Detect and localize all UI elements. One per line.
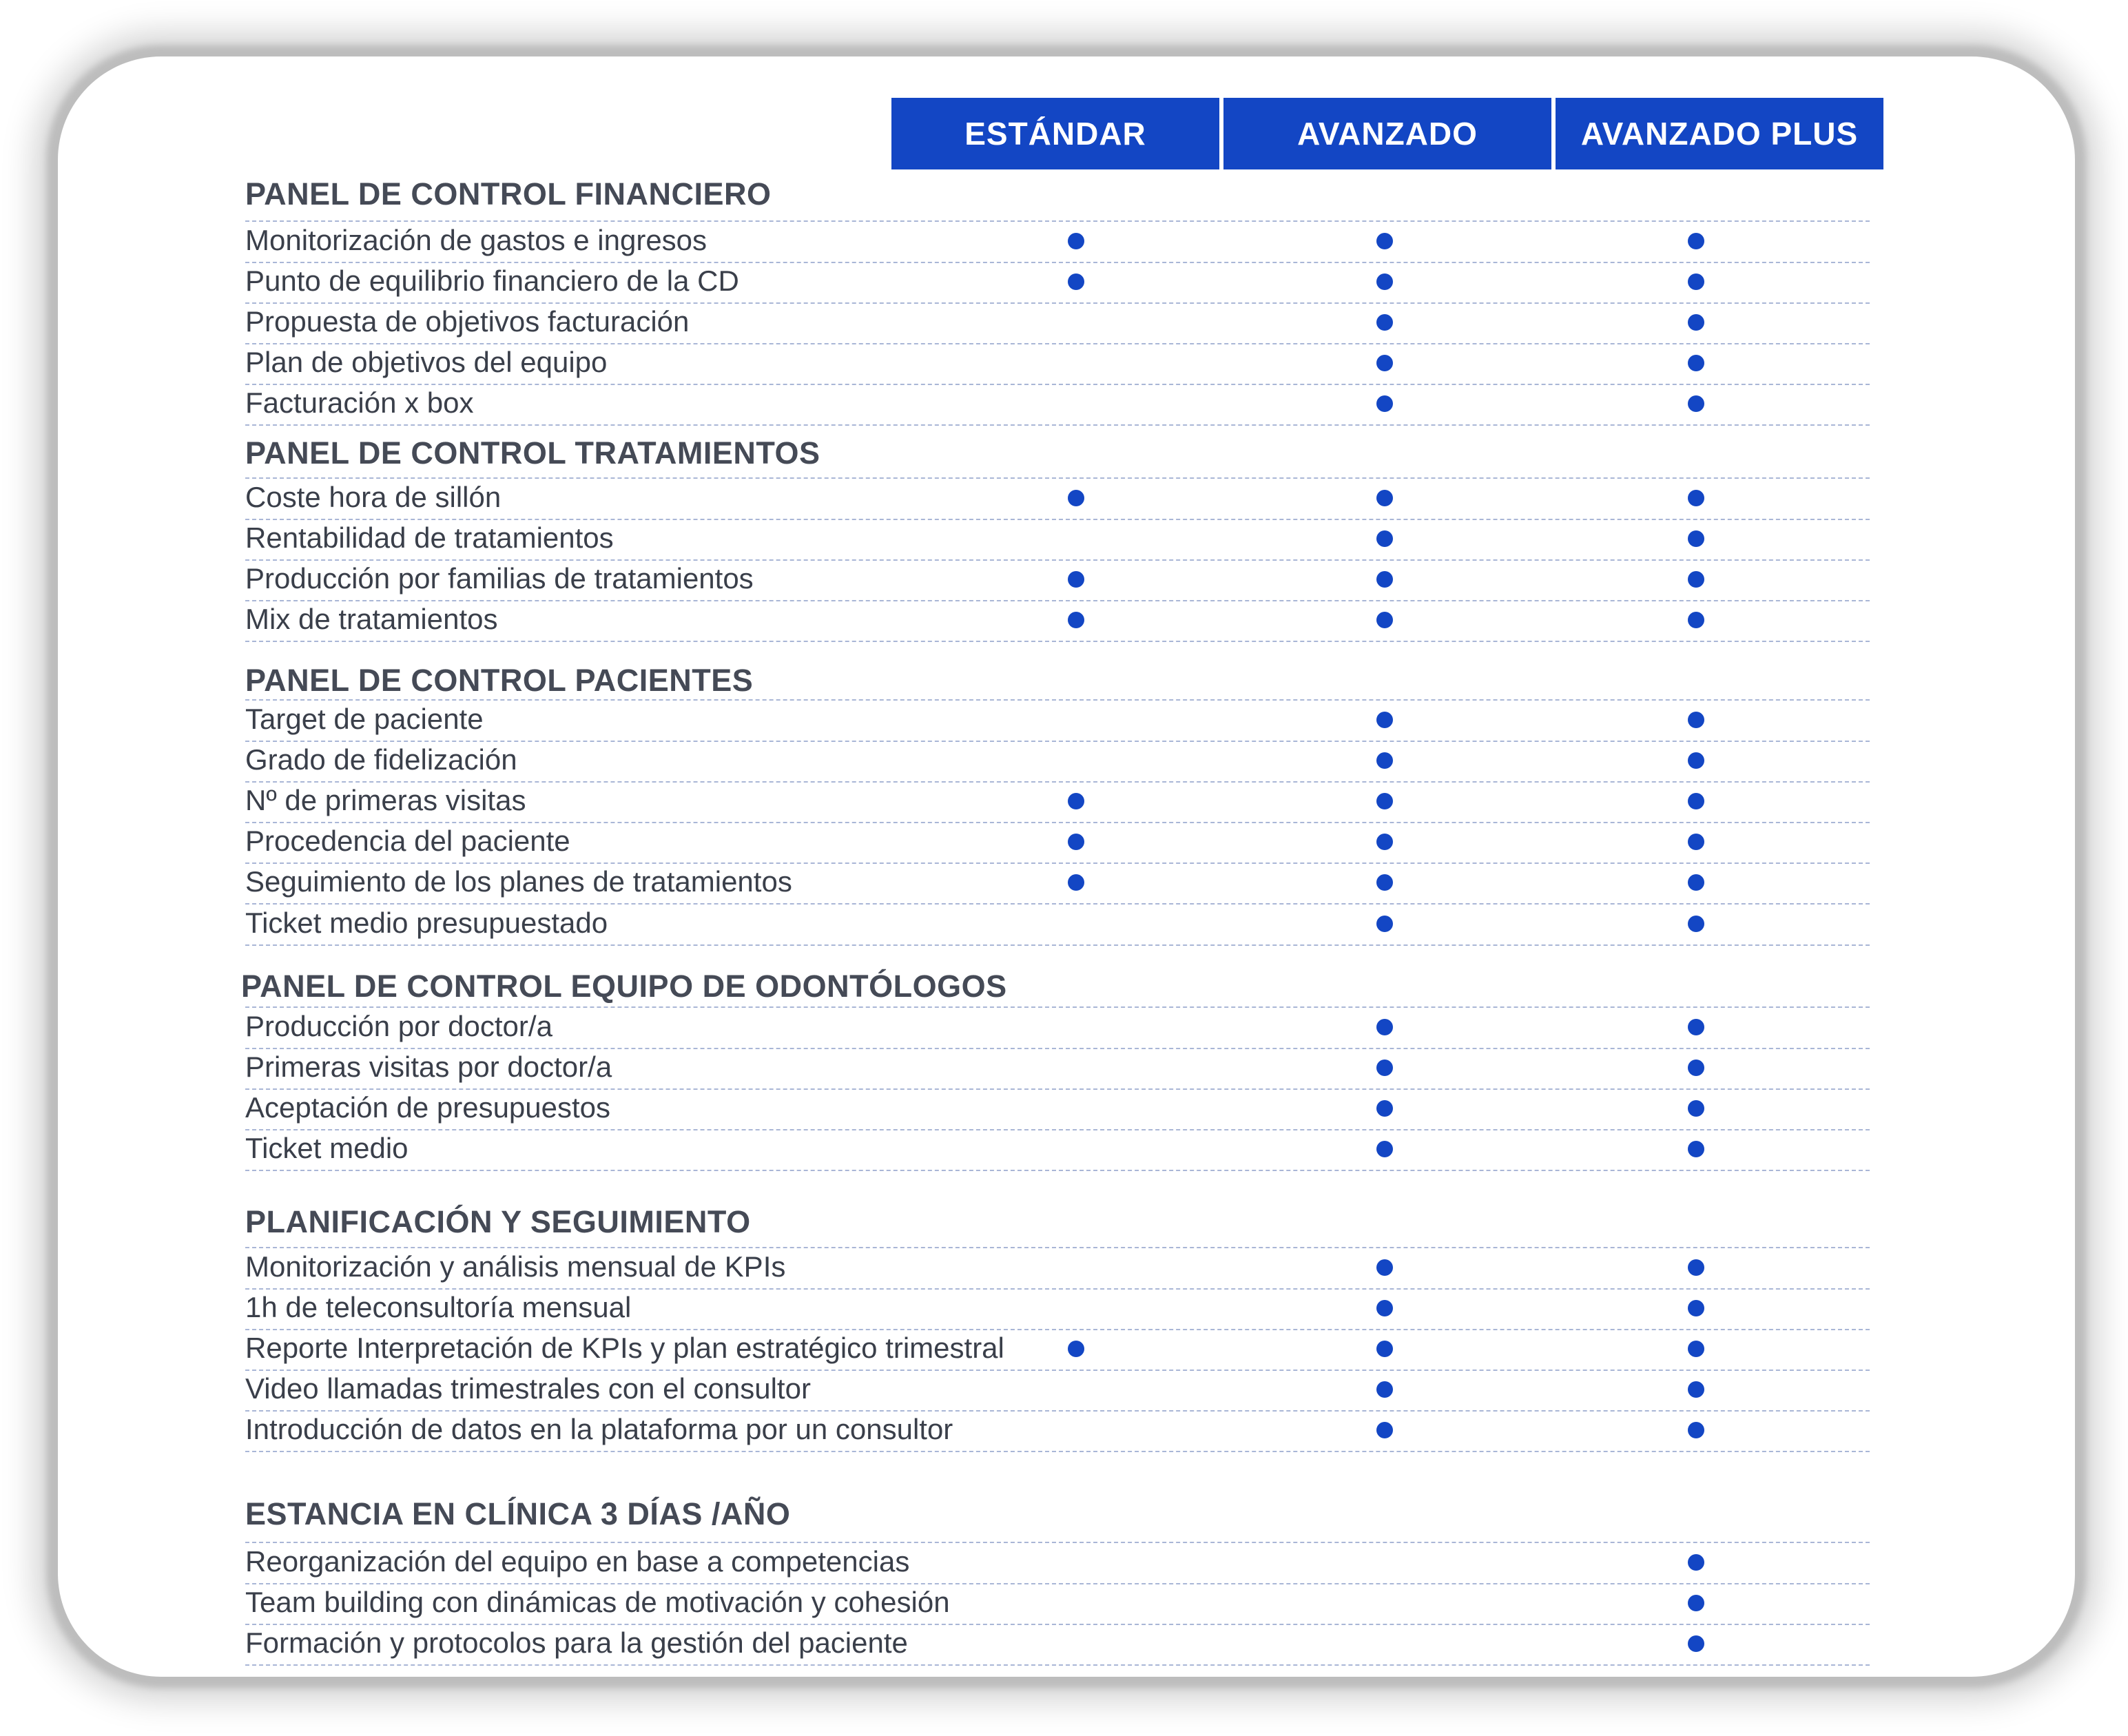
section-title: PANEL DE CONTROL PACIENTES — [245, 663, 754, 698]
included-dot-estandar — [1068, 233, 1084, 249]
section-title: PANEL DE CONTROL FINANCIERO — [245, 176, 772, 211]
feature-label: Aceptación de presupuestos — [245, 1091, 611, 1124]
row-divider — [245, 1410, 1870, 1412]
included-dot-avanzado-plus — [1688, 314, 1704, 331]
plan-header-avanzado-plus: AVANZADO PLUS — [1556, 98, 1883, 169]
included-dot-avanzado — [1376, 1100, 1393, 1117]
row-divider — [245, 741, 1870, 742]
feature-label: Reorganización del equipo en base a competencias — [245, 1545, 910, 1578]
feature-label: Coste hora de sillón — [245, 481, 502, 513]
plan-header-avanzado: AVANZADO — [1223, 98, 1551, 169]
section-title: ESTANCIA EN CLÍNICA 3 DÍAS /AÑO — [245, 1496, 791, 1531]
row-divider — [245, 384, 1870, 385]
included-dot-avanzado-plus — [1688, 1635, 1704, 1652]
row-divider — [245, 424, 1870, 426]
feature-label: Procedencia del paciente — [245, 825, 570, 858]
included-dot-avanzado-plus — [1688, 1595, 1704, 1611]
included-dot-avanzado-plus — [1688, 1341, 1704, 1357]
feature-label: Ticket medio — [245, 1132, 409, 1165]
included-dot-avanzado-plus — [1688, 1019, 1704, 1035]
included-dot-avanzado-plus — [1688, 1259, 1704, 1276]
included-dot-avanzado-plus — [1688, 1300, 1704, 1316]
included-dot-avanzado — [1376, 712, 1393, 728]
included-dot-avanzado — [1376, 1060, 1393, 1076]
row-divider — [245, 302, 1870, 304]
included-dot-avanzado — [1376, 571, 1393, 588]
feature-label: Nº de primeras visitas — [245, 784, 526, 817]
included-dot-estandar — [1068, 1341, 1084, 1357]
feature-label: Monitorización de gastos e ingresos — [245, 224, 707, 256]
feature-label: Producción por doctor/a — [245, 1010, 552, 1042]
row-divider — [245, 262, 1870, 263]
feature-label: Formación y protocolos para la gestión del paciente — [245, 1626, 908, 1660]
row-divider — [245, 220, 1870, 222]
row-divider — [245, 944, 1870, 946]
included-dot-avanzado — [1376, 530, 1393, 547]
row-divider — [245, 1542, 1870, 1543]
row-divider — [245, 1006, 1870, 1008]
feature-label: 1h de teleconsultoría mensual — [245, 1291, 632, 1324]
included-dot-avanzado-plus — [1688, 273, 1704, 290]
feature-label: Grado de fidelización — [245, 743, 517, 776]
included-dot-avanzado — [1376, 752, 1393, 769]
included-dot-avanzado — [1376, 916, 1393, 932]
included-dot-avanzado-plus — [1688, 712, 1704, 728]
row-divider — [245, 1088, 1870, 1090]
section-title: PANEL DE CONTROL TRATAMIENTOS — [245, 435, 820, 471]
feature-label: Rentabilidad de tratamientos — [245, 521, 614, 555]
row-divider — [245, 1329, 1870, 1330]
included-dot-avanzado-plus — [1688, 916, 1704, 932]
row-divider — [245, 822, 1870, 823]
feature-label: Introducción de datos en la plataforma por un consultor — [245, 1413, 953, 1446]
row-divider — [245, 1170, 1870, 1171]
row-divider — [245, 559, 1870, 561]
row-divider — [245, 1664, 1870, 1666]
feature-label: Primeras visitas por doctor/a — [245, 1051, 612, 1084]
feature-label: Reporte Interpretación de KPIs y plan estratégico trimestral — [245, 1332, 1004, 1365]
included-dot-avanzado — [1376, 793, 1393, 809]
row-divider — [245, 1370, 1870, 1371]
included-dot-avanzado — [1376, 314, 1393, 331]
feature-label: Propuesta de objetivos facturación — [245, 305, 690, 338]
feature-label: Video llamadas trimestrales con el consultor — [245, 1372, 811, 1405]
feature-label: Plan de objetivos del equipo — [245, 346, 608, 379]
included-dot-avanzado — [1376, 273, 1393, 290]
row-divider — [245, 1048, 1870, 1049]
included-dot-avanzado-plus — [1688, 1554, 1704, 1571]
section-title: PLANIFICACIÓN Y SEGUIMIENTO — [245, 1204, 751, 1239]
row-divider — [245, 1247, 1870, 1248]
row-divider — [245, 477, 1870, 479]
included-dot-avanzado-plus — [1688, 490, 1704, 506]
row-divider — [245, 1451, 1870, 1452]
row-divider — [245, 903, 1870, 905]
feature-label: Monitorización y análisis mensual de KPIs — [245, 1250, 786, 1283]
row-divider — [245, 343, 1870, 344]
row-divider — [245, 862, 1870, 864]
included-dot-avanzado-plus — [1688, 571, 1704, 588]
included-dot-avanzado-plus — [1688, 530, 1704, 547]
included-dot-avanzado — [1376, 1300, 1393, 1316]
row-divider — [245, 699, 1870, 701]
included-dot-avanzado-plus — [1688, 752, 1704, 769]
plan-header-estandar: ESTÁNDAR — [891, 98, 1219, 169]
section-title: PANEL DE CONTROL EQUIPO DE ODONTÓLOGOS — [241, 969, 1007, 1004]
row-divider — [245, 641, 1870, 642]
included-dot-avanzado-plus — [1688, 793, 1704, 809]
included-dot-avanzado-plus — [1688, 1060, 1704, 1076]
feature-label: Punto de equilibrio financiero de la CD — [245, 265, 739, 298]
feature-label: Target de paciente — [245, 703, 484, 735]
included-dot-estandar — [1068, 273, 1084, 290]
included-dot-estandar — [1068, 571, 1084, 588]
row-divider — [245, 781, 1870, 783]
row-divider — [245, 1583, 1870, 1584]
feature-label: Team building con dinámicas de motivación y cohesión — [245, 1586, 950, 1619]
included-dot-avanzado-plus — [1688, 233, 1704, 249]
included-dot-avanzado — [1376, 1019, 1393, 1035]
feature-label: Mix de tratamientos — [245, 603, 498, 636]
included-dot-avanzado — [1376, 1259, 1393, 1276]
row-divider — [245, 1288, 1870, 1290]
feature-label: Seguimiento de los planes de tratamientos — [245, 865, 792, 898]
included-dot-estandar — [1068, 793, 1084, 809]
row-divider — [245, 600, 1870, 601]
row-divider — [245, 519, 1870, 520]
included-dot-avanzado-plus — [1688, 1100, 1704, 1117]
row-divider — [245, 1624, 1870, 1625]
feature-label: Ticket medio presupuestado — [245, 906, 608, 939]
feature-label: Facturación x box — [245, 386, 474, 420]
included-dot-avanzado — [1376, 233, 1393, 249]
row-divider — [245, 1129, 1870, 1130]
feature-label: Producción por familias de tratamientos — [245, 562, 754, 595]
included-dot-avanzado — [1376, 490, 1393, 506]
included-dot-avanzado — [1376, 1341, 1393, 1357]
included-dot-estandar — [1068, 490, 1084, 506]
